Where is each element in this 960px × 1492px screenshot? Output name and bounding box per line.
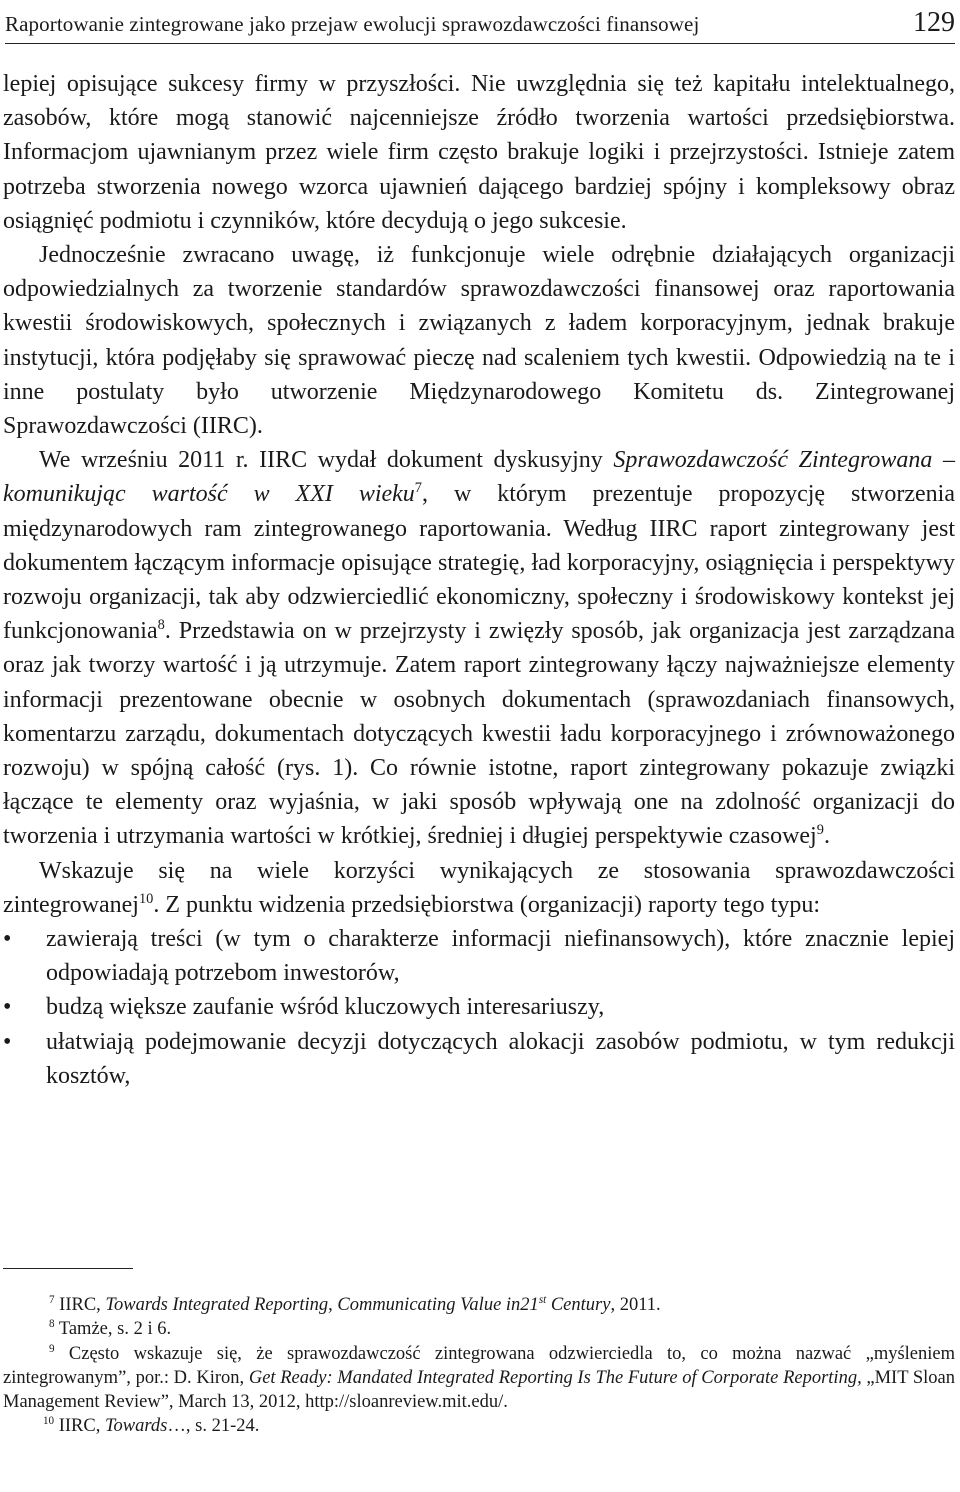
body-text — [3, 67, 955, 1093]
document-title-italic: Sprawozdawczość Zintegrowana – komunikując wartość w XXI wieku — [3, 447, 955, 508]
footnote-10 — [3, 1414, 955, 1438]
paragraph-4-start: Wskazuje się na wiele korzyści wynikających ze stosowania sprawozdawczości zintegrowanej — [3, 857, 955, 918]
footnote-text: „MIT Sloan Management Review”, March 13, 2012, http://sloanreview.mit.edu/. — [3, 1367, 955, 1413]
footnote-italic-title: Towards Integrated Reporting, Communicating Value in21 — [105, 1295, 539, 1315]
list-item-text: budzą większe zaufanie wśród kluczowych interesariuszy, — [46, 994, 605, 1021]
footnote-8 — [3, 1317, 955, 1341]
footnote-number: 8 — [49, 1318, 55, 1331]
footnote-ref-8: 8 — [157, 617, 165, 634]
paragraph-3 — [3, 443, 955, 853]
paragraph-3-middle: , w którym prezentuje propozycję stworzenia międzynarodowych ram zintegrowanego raportowania. Według IIRC raport zintegrowany jest dokumentem łączącym informacje opisujące strategię, ład korporacyjny, osiągnięcia i perspektywy rozwoju organizacji, tak aby odzwierciedlić ekonomiczny, społeczny i środowiskowy kontekst jej funkcjonowania — [3, 481, 955, 645]
footnote-number: 10 — [43, 1415, 55, 1428]
paragraph-3-end: . — [823, 823, 830, 850]
footnote-text: Często wskazuje się, że sprawozdawczość zintegrowana odzwierciedla to, co można nazwać „myśleniem zintegrowanym”, por.: D. Kiron, — [3, 1343, 955, 1388]
list-item — [3, 1025, 955, 1093]
footnote-text: Tamże, s. 2 i 6. — [54, 1319, 172, 1340]
paragraph-3-intro: We wrześniu 2011 r. IIRC wydał dokument dyskusyjny — [39, 447, 614, 474]
footnote-italic-title: Get Ready: Mandated Integrated Reporting Is The Future of Corporate Reporting, — [248, 1367, 862, 1388]
footnote-number: 9 — [49, 1342, 55, 1355]
footnote-number: 7 — [49, 1293, 55, 1306]
bullet-icon: • — [3, 1028, 12, 1055]
footnote-text: , 2011. — [610, 1295, 661, 1315]
paragraph-2: Jednocześnie zwracano uwagę, iż funkcjonuje wiele odrębnie działających organizacji odpowiedzialnych za tworzenie standardów sprawozdawczości finansowej oraz raportowania kwestii środowiskowych, społecznych i związanych z ładem korporacyjnym, jednak brakuje instytucji, która podjęłaby się sprawować pieczę nad scaleniem tych kwestii. Odpowiedzią na te i inne postulaty było utworzenie Międzynarodowego Komitetu ds. Zintegrowanej Sprawozdawczości (IIRC). — [3, 242, 955, 440]
running-header — [5, 0, 955, 44]
footnote-separator — [3, 1268, 133, 1269]
ordinal-suffix: st — [538, 1293, 547, 1306]
paragraph-3-middle-2: . Przedstawia on w przejrzysty i zwięzły sposób, jak organizacja jest zarządzana oraz jak tworzy wartość i ją utrzymuje. Zatem raport zintegrowany łączy najważniejsze elementy informacji prezentowane obecnie w osobnych dokumentach (sprawozdaniach finansowych, komentarzu zarządu, dokumentach dotyczących kwestii ładu korporacyjnego i zrównoważonego rozwoju) w spójną całość (rys. 1). Co równie istotne, raport zintegrowany pokazuje związki łączące te elementy oraz wyjaśnia, w jaki sposób wpływają one na zdolność organizacji do tworzenia i utrzymania wartości w krótkiej, średniej i długiej perspektywie czasowej — [3, 618, 955, 850]
footnote-text: IIRC, — [54, 1416, 105, 1437]
paragraph-4-end: . Z punktu widzenia przedsiębiorstwa (organizacji) raporty tego typu: — [153, 891, 821, 918]
page-number: 129 — [913, 7, 955, 38]
footnote-italic-title-end: Century — [546, 1295, 611, 1315]
footnotes — [3, 1293, 955, 1439]
list-item — [3, 990, 955, 1024]
footnote-text: …, s. 21-24. — [167, 1416, 260, 1437]
footnote-text: IIRC, — [54, 1295, 106, 1315]
paragraph-4 — [3, 854, 955, 922]
list-item-text: zawierają treści (w tym o charakterze informacji niefinansowych), które znacznie lepiej odpowiadają potrzebom inwestorów, — [46, 926, 955, 987]
paragraph-1: lepiej opisujące sukcesy firmy w przyszłości. Nie uwzględnia się też kapitału intelektualnego, zasobów, które mogą stanowić najcenniejsze źródło tworzenia wartości przedsiębiorstwa. Informacjom ujawnianym przez wiele firm często brakuje logiki i przejrzystości. Istnieje zatem potrzeba stworzenia nowego wzorca ujawnień dającego bardziej spójny i kompleksowy obraz osiągnięć podmiotu i czynników, które decydują o jego sukcesie. — [3, 71, 955, 234]
bullet-icon: • — [3, 926, 12, 953]
footnote-ref-9: 9 — [816, 822, 824, 839]
footnote-9 — [3, 1342, 955, 1415]
list-item — [3, 922, 955, 990]
footnote-ref-7: 7 — [414, 480, 422, 497]
list-item-text: ułatwiają podejmowanie decyzji dotyczących alokacji zasobów podmiotu, w tym redukcji kosztów, — [46, 1028, 955, 1089]
bullet-icon: • — [3, 994, 12, 1021]
footnote-italic-title: Towards — [104, 1416, 168, 1437]
benefits-list — [3, 922, 955, 1093]
footnote-7 — [3, 1293, 955, 1317]
running-header-title: Raportowanie zintegrowane jako przejaw ewolucji sprawozdawczości finansowej — [5, 12, 700, 36]
footnote-ref-10: 10 — [138, 890, 154, 907]
